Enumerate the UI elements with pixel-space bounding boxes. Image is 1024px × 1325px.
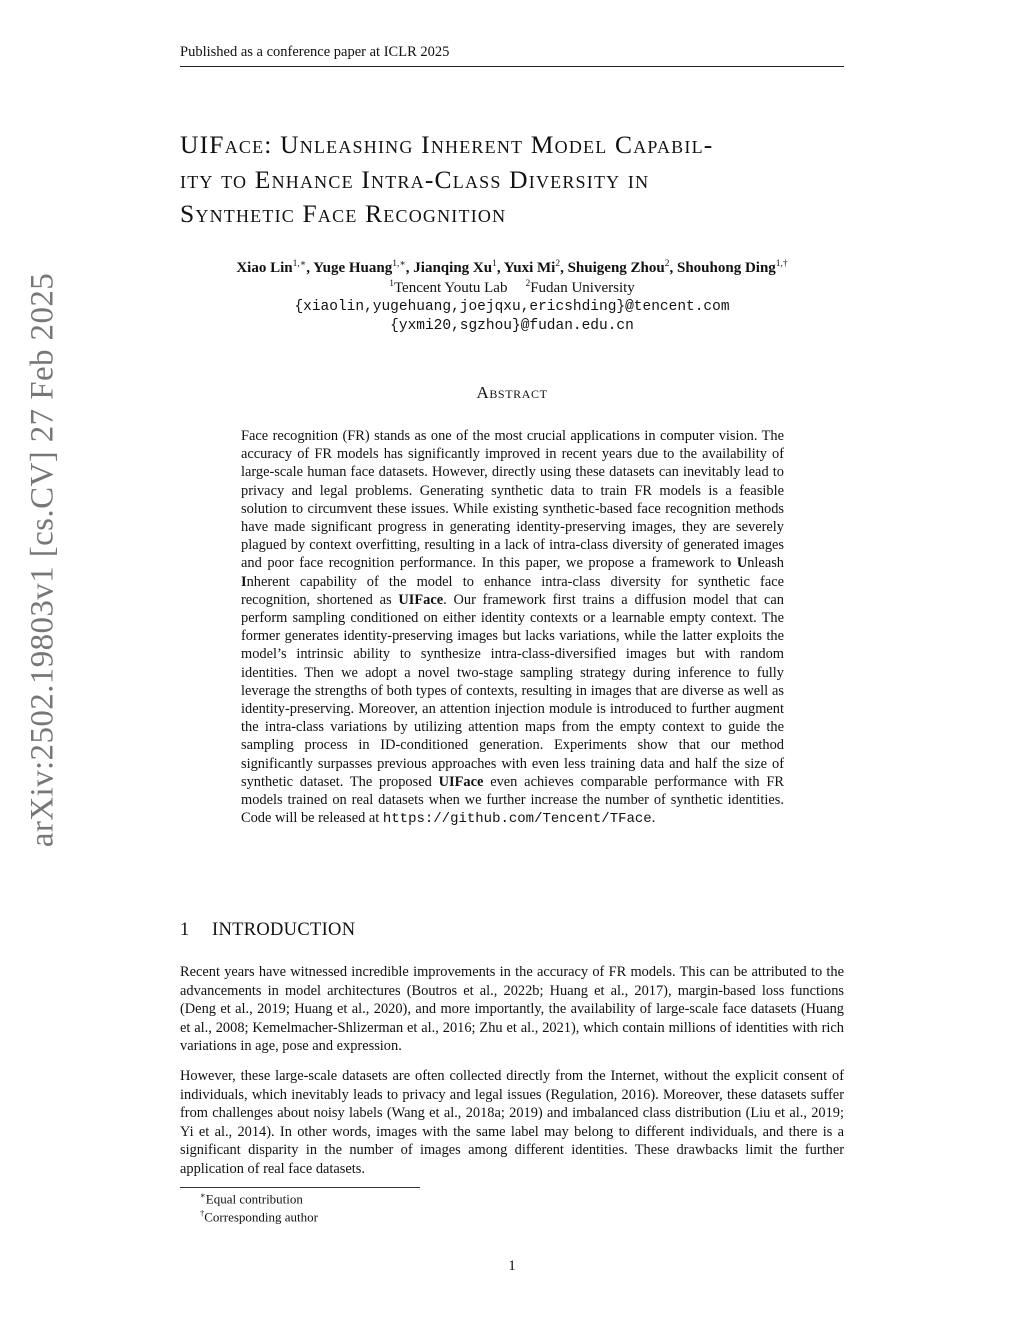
arxiv-identifier: arXiv:2502.19803v1 [cs.CV] 27 Feb 2025 xyxy=(24,272,61,848)
author-list xyxy=(180,258,844,277)
email-tencent: {xiaolin,yugehuang,joejqxu,ericshding}@tencent.com xyxy=(294,299,730,315)
section-title: INTRODUCTION xyxy=(212,920,356,940)
author-separator: , xyxy=(560,260,568,276)
author-name: Jianqing Xu xyxy=(413,260,493,276)
author-separator: , xyxy=(306,260,314,276)
intro-paragraph: Recent years have witnessed incredible improvements in the accuracy of FR models. This can be attributed to the advancements in model architectures (Boutros et al., 2022b; Huang et al., 2017), margin-based loss functions (Deng et al., 2019; Huang et al., 2020), and more importantly, the availability of large-scale face datasets (Huang et al., 2008; Kemelmacher-Shlizerman et al., 2016; Zhu et al., 2021), which contain millions of identities with rich variations in age, pose and expression. xyxy=(180,964,844,1055)
abstract-emphasis: UIFace xyxy=(398,591,444,608)
abstract-emphasis: U xyxy=(736,555,748,572)
abstract-text: even achieves comparable performance with FR models trained on real datasets when we further increase the number of synthetic identities. Code will be released at xyxy=(241,773,784,827)
author-name: Shouhong Ding xyxy=(676,260,776,276)
author-name: Xiao Lin xyxy=(236,260,293,276)
email-fudan: {yxmi20,sgzhou}@fudan.edu.cn xyxy=(390,318,634,334)
header-rule xyxy=(180,66,844,67)
arxiv-sidebar xyxy=(8,160,78,960)
author-affiliation-mark: 2 xyxy=(664,259,670,269)
affiliation-mark: 1 xyxy=(389,279,394,289)
abstract-text: Face recognition (FR) stands as one of the most crucial applications in computer vision. The accuracy of FR models has significantly improved in recent years due to the availability of large-scale human face datasets. However, directly using these datasets can inevitably lead to privacy and legal problems. Generating synthetic data to train FR models is a feasible solution to circumvent these issues. While existing synthetic-based face recognition methods have made significant progress in generating identity-preserving images, they are severely plagued by context overfitting, resulting in a lack of intra-class diversity of generated images and poor face recognition performance. In this paper, we propose a framework to xyxy=(241,428,784,572)
page-number: 1 xyxy=(508,1258,516,1274)
title-line: UIFace: Unleashing Inherent Model Capabil- xyxy=(180,130,714,159)
author-separator: , xyxy=(405,260,414,276)
paper-title xyxy=(180,128,844,232)
author-name: Yuxi Mi xyxy=(503,260,556,276)
footnote xyxy=(200,1190,303,1207)
footnote-mark: † xyxy=(200,1208,205,1218)
affiliation-name: Tencent Youtu Lab xyxy=(393,280,508,296)
abstract-emphasis: UIFace xyxy=(438,773,484,790)
abstract-body xyxy=(241,427,784,828)
section-heading xyxy=(180,920,355,941)
footnote-text: Corresponding author xyxy=(204,1209,318,1225)
affiliation-name: Fudan University xyxy=(530,280,635,296)
abstract-emphasis: I xyxy=(241,573,247,590)
author-name: Shuigeng Zhou xyxy=(567,260,665,276)
author-name: Yuge Huang xyxy=(313,260,393,276)
footnote-rule xyxy=(180,1187,420,1188)
affiliations xyxy=(180,279,844,297)
author-affiliation-mark: 1 xyxy=(492,259,497,269)
footnote-mark: ∗ xyxy=(200,1190,206,1200)
title-line: ity to Enhance Intra-Class Diversity in xyxy=(180,164,650,194)
affiliation-mark: 2 xyxy=(525,279,531,289)
author-affiliation-mark: 2 xyxy=(555,259,561,269)
code-url-link[interactable]: https://github.com/Tencent/TFace xyxy=(382,811,652,828)
abstract-text: . Our framework first trains a diffusion model that can perform sampling conditioned on either identity contexts or a learnable empty context. The former generates identity-preserving images but lacks variations, while the latter exploits the model’s intrinsic ability to synthesize intra-class-diversified images but with random identities. Then we adopt a novel two-stage sampling strategy during inference to fully leverage the strengths of both types of contexts, resulting in images that are diverse as well as identity-preserving. Moreover, an attention injection module is introduced to further augment the intra-class variations by utilizing attention maps from the empty context to guide the sampling process in ID-conditioned generation. Experiments show that our method significantly surpasses previous approaches with even less training data and half the size of synthetic dataset. The proposed xyxy=(241,591,784,790)
author-affiliation-mark: 1,∗ xyxy=(292,259,307,269)
running-header: Published as a conference paper at ICLR 2025 xyxy=(180,44,450,60)
title-line: Synthetic Face Recognition xyxy=(180,199,507,228)
abstract-text: nleash xyxy=(747,555,784,572)
abstract-text: . xyxy=(651,810,656,827)
author-separator: , xyxy=(669,260,677,276)
abstract-heading: Abstract xyxy=(476,383,548,402)
author-affiliation-mark: 1,∗ xyxy=(392,259,406,269)
abstract-text: nherent capability of the model to enhance intra-class diversity for synthetic face recognition, shortened as xyxy=(241,573,784,608)
intro-paragraph: However, these large-scale datasets are often collected directly from the Internet, without the explicit consent of individuals, which inevitably leads to privacy and legal issues (Regulation, 2016). Moreover, these datasets suffer from challenges about noisy labels (Wang et al., 2018a; 2019) and imbalanced class distribution (Liu et al., 2019; Yi et al., 2014). In other words, images with the same label may belong to different individuals, and there is a significant disparity in the number of images among different identities. These drawbacks limit the further application of real face datasets. xyxy=(180,1068,844,1177)
section-number: 1 xyxy=(180,920,190,940)
author-separator: , xyxy=(496,260,504,276)
footnote xyxy=(200,1208,318,1225)
author-affiliation-mark: 1,† xyxy=(775,259,788,269)
footnote-text: Equal contribution xyxy=(205,1191,303,1207)
